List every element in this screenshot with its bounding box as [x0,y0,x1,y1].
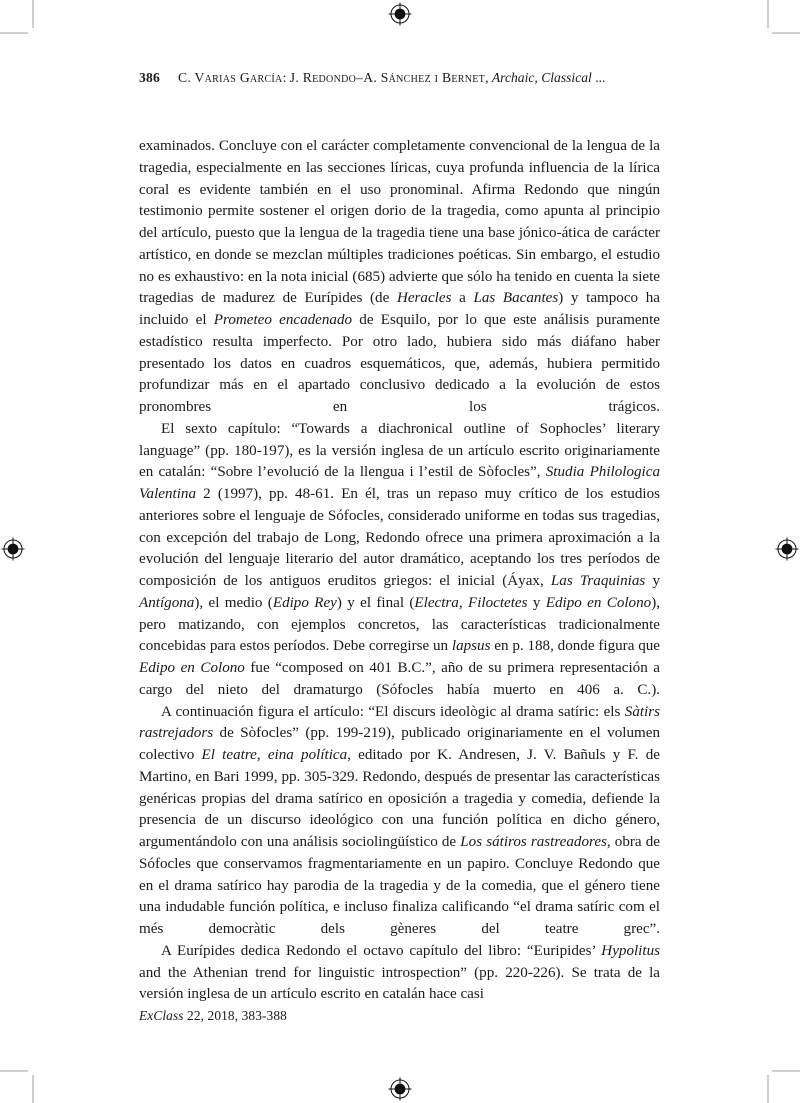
paragraph [139,702,660,941]
text-run: y [645,573,660,589]
crop-mark-bottom-left-horizontal [0,1070,28,1072]
text-run: a [451,290,474,307]
body-text [139,136,660,1006]
running-head-author: C. Varias García [178,70,283,85]
registration-target-top [388,2,412,26]
crop-mark-bottom-left-vertical [32,1075,34,1103]
italic-title: Edipo en Colono [139,660,245,676]
crop-mark-top-right-horizontal [772,32,800,34]
running-head-separator: : [282,70,290,85]
text-run: 2 (1997), pp. 48-61. En él, tras un repaso muy crítico de los estudios anteriores sobre el lenguaje de Sófocles, considerado uniforme en todas sus tragedias, con excepción del trabajo de Long, Redondo ofrece una primera aproximación a la evolución del lenguaje literario del autor dramático, aceptando los tres períodos de composición de los antiguos eruditos griegos: el inicial (Áyax, [139,486,660,589]
italic-title: Heracles [396,290,452,307]
registration-target-right [775,537,799,561]
running-head-book-title: Archaic, Classical [491,70,592,85]
italic-title: Filoctetes [467,594,528,611]
italic-title: Los sátiros rastreadores [460,834,607,850]
text-run: de Esquilo, por lo que este análisis puramente estadístico resulta imperfecto. Por otro lado, hubiera sido más diáfano haber presentado los datos en cuadros esquemáticos, que, además, hubiera permitido profundizar más en el apartado conclusivo dedicado a la evolución de estos pronombres en los trágicos. [139,312,660,415]
footer-citation [139,1008,287,1024]
text-run: ), el medio ( [194,594,273,611]
italic-title: lapsus [451,638,491,655]
footer-volume-year-pages: 22, 2018, 383-388 [183,1008,287,1023]
running-head-ellipsis: ... [591,70,606,85]
registration-target-left [1,537,25,561]
text-run: en p. 188, donde figura que [490,638,660,655]
text-run: ), pero matizando, con ejemplos concretos, las características tradicionalmente concebidas para estos períodos. Debe corregirse un [139,594,661,655]
paragraph [139,419,660,702]
crop-mark-top-right-vertical [767,0,769,28]
paragraph [139,136,660,419]
italic-title: Sàtirs rastrejadors [139,703,660,742]
running-head [139,70,661,86]
italic-title: Prometeo encadenado [213,312,353,328]
crop-mark-bottom-right-vertical [767,1075,769,1103]
running-head-text [178,70,605,85]
text-run: and the Athenian trend for linguistic introspection” (pp. 220-226). Se trata de la versión inglesa de un artículo escrito en catalán hace casi [139,964,660,1003]
footer-journal-name: ExClass [139,1008,184,1023]
crop-mark-top-left-horizontal [0,32,28,34]
italic-title: Las Bacantes [473,290,559,307]
text-run: ) y el final ( [336,594,415,611]
registration-target-bottom [388,1077,412,1101]
text-run: y [527,594,546,611]
text-run: fue “composed on 401 B.C.”, año de su primera representación a cargo del nieto del dramaturgo (Sófocles había muerto en 406 a. C.). [139,660,660,698]
italic-title: Hypolitus [601,942,660,959]
italic-title: Antígona [139,594,195,611]
text-run: A Eurípides dedica Redondo el octavo capítulo del libro: “Euripides’ [161,942,602,959]
italic-title: Electra [414,594,459,611]
italic-title: Studia Philologica Valentina [139,464,660,502]
crop-mark-bottom-right-horizontal [772,1070,800,1072]
italic-title: El teatre, eina política [201,747,348,763]
running-head-reviewed-authors: J. Redondo–A. Sánchez i Bernet [289,70,486,85]
running-head-comma: , [485,70,492,85]
paragraph [139,941,660,1006]
text-run: ) y tampoco ha incluido el [139,290,660,328]
italic-title: Edipo Rey [272,594,337,611]
crop-mark-top-left-vertical [32,0,34,28]
text-run: El sexto capítulo: “Towards a diachronical outline of Sophocles’ literary language” (pp. 180-197), es la versión inglesa de un artículo escrito originariamente en catalán: “Sobre l’evolució de la llengua i l’estil de Sòfocles”, [139,420,660,481]
text-run: examinados. Concluye con el carácter completamente convencional de la lengua de la tragedia, especialmente en las secciones líricas, cuya profunda influencia de la lírica coral es evidente también en el uso pronominal. Afirma Redondo que ningún testimonio permite sostener el origen dorio de la tragedia, como apunta al principio del artículo, puesto que la lengua de la tragedia tiene una base jónico-ática de carácter artístico, en donde se mezclan múltiples tradiciones poéticas. Sin embargo, el estudio no es exhaustivo: en la nota inicial (685) advierte que sólo ha tenido en cuenta la siete tragedias de madurez de Eurípides (de [139,138,660,307]
text-run: de Sòfocles” (pp. 199-219), publicado originariamente en el volumen colectivo [139,725,660,763]
text-run: , [458,594,468,611]
text-run: , editado por K. Andresen, J. V. Bañuls y F. de Martino, en Bari 1999, pp. 305-329. Redondo, después de presentar las características genéricas propias del drama satírico en oposición a tragedia y comedia, defiende la presencia de un discurso ideológico con una función política en dicho género, argumentándolo con una análisis sociolingüístico de [139,747,660,850]
text-run: , obra de Sófocles que conservamos fragmentariamente en un papiro. Concluye Redondo que en el drama satírico hay parodia de la tragedia y de la comedia, que el género tiene una indudable función política, e incluso finaliza calificando “el drama satíric com el més democràtic dels gèneres del teatre grec”. [139,834,660,937]
italic-title: Las Traquinias [550,573,646,589]
italic-title: Edipo en Colono [545,594,652,611]
text-run: A continuación figura el artículo: “El discurs ideològic al drama satíric: els [161,703,625,720]
page-folio-number: 386 [139,70,160,85]
